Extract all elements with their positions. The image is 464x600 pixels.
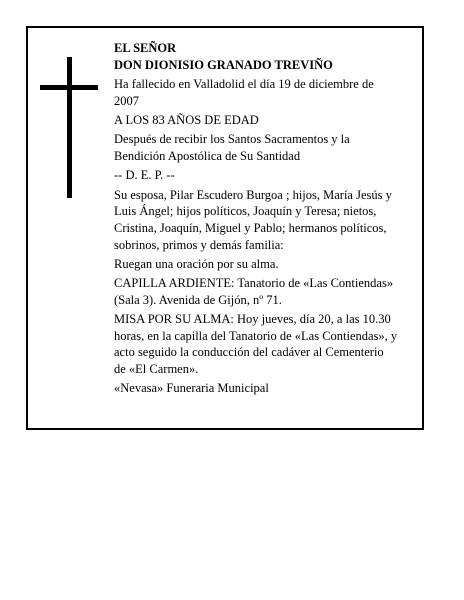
family-line-2: Luis Ángel; hijos políticos, Joaquín y Teresa; nietos, xyxy=(114,204,377,219)
mass-line-1: MISA POR SU ALMA: Hoy jueves, día 20, a las 10.30 xyxy=(114,312,391,327)
rest-in-peace: -- D. E. P. -- xyxy=(114,168,175,183)
family-line-1: Su esposa, Pilar Escudero Burgoa ; hijos, María Jesús y xyxy=(114,187,392,202)
funeral-home: «Nevasa» Funeraria Municipal xyxy=(114,381,269,396)
chapel-info xyxy=(114,275,426,308)
mass-info xyxy=(114,311,426,377)
death-line-1: Ha fallecido en Valladolid el día 19 de diciembre de xyxy=(114,76,374,91)
death-announcement xyxy=(114,76,426,109)
obituary-text xyxy=(114,40,426,400)
chapel-line-1: CAPILLA ARDIENTE: Tanatorio de «Las Contiendas» xyxy=(114,276,394,291)
family-line-3: Cristina, Joaquín, Miguel y Pablo; hermanos políticos, xyxy=(114,220,387,235)
death-line-2: 2007 xyxy=(114,93,139,108)
mass-line-3: acto seguido la conducción del cadáver al Cementerio xyxy=(114,345,384,360)
family-list xyxy=(114,187,426,253)
notice-title: EL SEÑOR xyxy=(114,41,177,55)
cross-icon-arm xyxy=(40,85,98,90)
mass-line-2: horas, en la capilla del Tanatorio de «Las Contiendas», y xyxy=(114,328,398,343)
obituary-notice xyxy=(26,26,424,430)
mass-line-4: de «El Carmen». xyxy=(114,362,199,377)
prayer-request: Ruegan una oración por su alma. xyxy=(114,256,279,271)
chapel-line-2: (Sala 3). Avenida de Gijón, nº 71. xyxy=(114,292,282,307)
age-at-death: A LOS 83 AÑOS DE EDAD xyxy=(114,112,259,127)
sacraments-line-2: Bendición Apostólica de Su Santidad xyxy=(114,148,301,163)
deceased-name: DON DIONISIO GRANADO TREVIÑO xyxy=(114,57,333,72)
sacraments-text xyxy=(114,131,426,164)
sacraments-line-1: Después de recibir los Santos Sacramentos y la xyxy=(114,132,350,147)
family-line-4: sobrinos, primos y demás familia: xyxy=(114,237,284,252)
cross-icon xyxy=(67,57,72,198)
